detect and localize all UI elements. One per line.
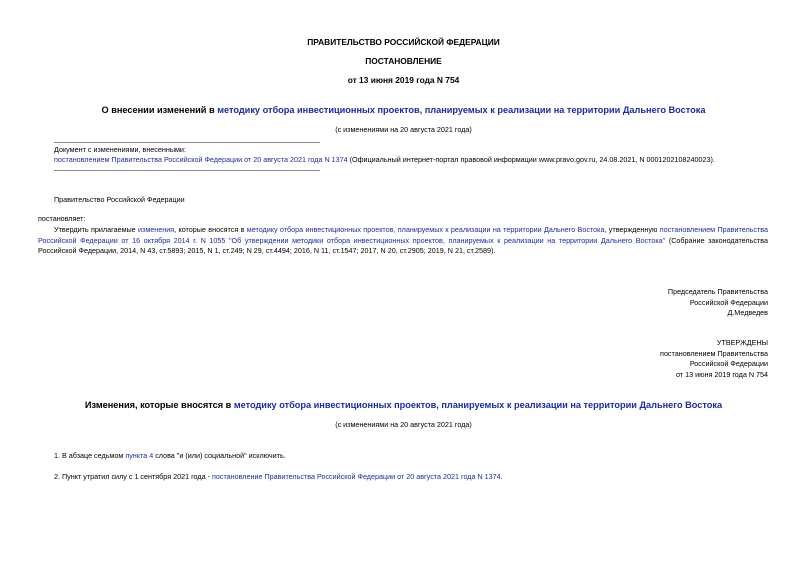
changes-decree-link[interactable]: постановлением Правительства Российской Федерации от 20 августа 2021 года N 1374	[54, 155, 348, 164]
annex-title	[0, 400, 807, 410]
government-heading: ПРАВИТЕЛЬСТВО РОССИЙСКОЙ ФЕДЕРАЦИИ	[307, 37, 500, 47]
document-title	[0, 105, 807, 115]
changes-note-rest: (Официальный интернет-портал правовой информации www.pravo.gov.ru, 24.08.2021, N 0001202108240023).	[347, 155, 715, 164]
approved-date: от 13 июня 2019 года N 754	[675, 369, 768, 379]
annex-amended-note: (с изменениями на 20 августа 2021 года)	[335, 420, 472, 429]
approved-by: постановлением Правительства	[660, 348, 768, 358]
changes-bottom-rule	[54, 170, 320, 171]
approved-block	[500, 338, 768, 380]
signature-name: Д.Медведев	[727, 308, 768, 318]
title-methodology-link[interactable]: методику отбора инвестиционных проектов, планируемых к реализации на территории Дальнего Востока	[217, 105, 706, 115]
changes-label: Документ с изменениями, внесенными:	[54, 145, 186, 154]
issuer: Правительство Российской Федерации	[54, 195, 185, 204]
annex-item-2	[54, 472, 503, 483]
annex-prefix: Изменения, которые вносятся в	[84, 400, 234, 410]
approved-country: Российской Федерации	[689, 359, 768, 369]
p1-methodology-link[interactable]: методику отбора инвестиционных проектов, планируемых к реализации на территории Дальнего Востока	[246, 225, 605, 234]
title-prefix: О внесении изменений в	[101, 105, 218, 115]
changes-note	[54, 155, 754, 166]
item2-decree-1374-link[interactable]: постановление Правительства Российской Федерации от 20 августа 2021 года N 1374	[211, 472, 501, 481]
annex-item-1	[54, 451, 286, 462]
item1-point-4-link[interactable]: пункта 4	[125, 451, 154, 460]
document-type: ПОСТАНОВЛЕНИЕ	[365, 56, 442, 66]
document-date-number: от 13 июня 2019 года N 754	[347, 75, 460, 85]
changes-top-rule	[54, 142, 320, 143]
p1-text-b: , которые вносятся в	[174, 225, 247, 234]
p1-changes-link[interactable]: изменения	[138, 225, 175, 234]
item1-text-a: 1. В абзаце седьмом	[54, 451, 126, 460]
paragraph-1	[38, 225, 768, 257]
decrees-word: постановляет:	[38, 214, 86, 223]
p1-text-a: Утвердить прилагаемые	[54, 225, 139, 234]
item2-text-b: .	[500, 472, 503, 481]
item1-text-b: слова "и (или) социальной" исключить.	[153, 451, 286, 460]
p1-text-c: , утвержденную	[604, 225, 660, 234]
p1-text-d: (Собрание законодательства Российской Федерации, 2014, N 43, ст.5893; 2015, N 1, ст.249; N 29, ст.4494; 2016, N 11, ст.1547; 2017, N 20, ст.2905; 2019, N 21, ст.2589).	[38, 235, 768, 256]
signature-position: Председатель Правительства	[667, 287, 768, 296]
approved-title: УТВЕРЖДЕНЫ	[716, 338, 768, 347]
signature-country: Российской Федерации	[689, 297, 768, 307]
title-amended-note: (с изменениями на 20 августа 2021 года)	[335, 125, 472, 134]
item2-text-a: 2. Пункт утратил силу с 1 сентября 2021 года -	[54, 472, 212, 481]
p1-decree-1055-link[interactable]: постановлением Правительства Российской Федерации от 16 октября 2014 г. N 1055 "Об утверждении методики отбора инвестиционных проектов, планируемых к реализации на территории Дальнего Востока"	[38, 225, 769, 245]
annex-methodology-link[interactable]: методику отбора инвестиционных проектов, планируемых к реализации на территории Дальнего Востока	[233, 400, 723, 410]
signature-block	[500, 287, 768, 319]
